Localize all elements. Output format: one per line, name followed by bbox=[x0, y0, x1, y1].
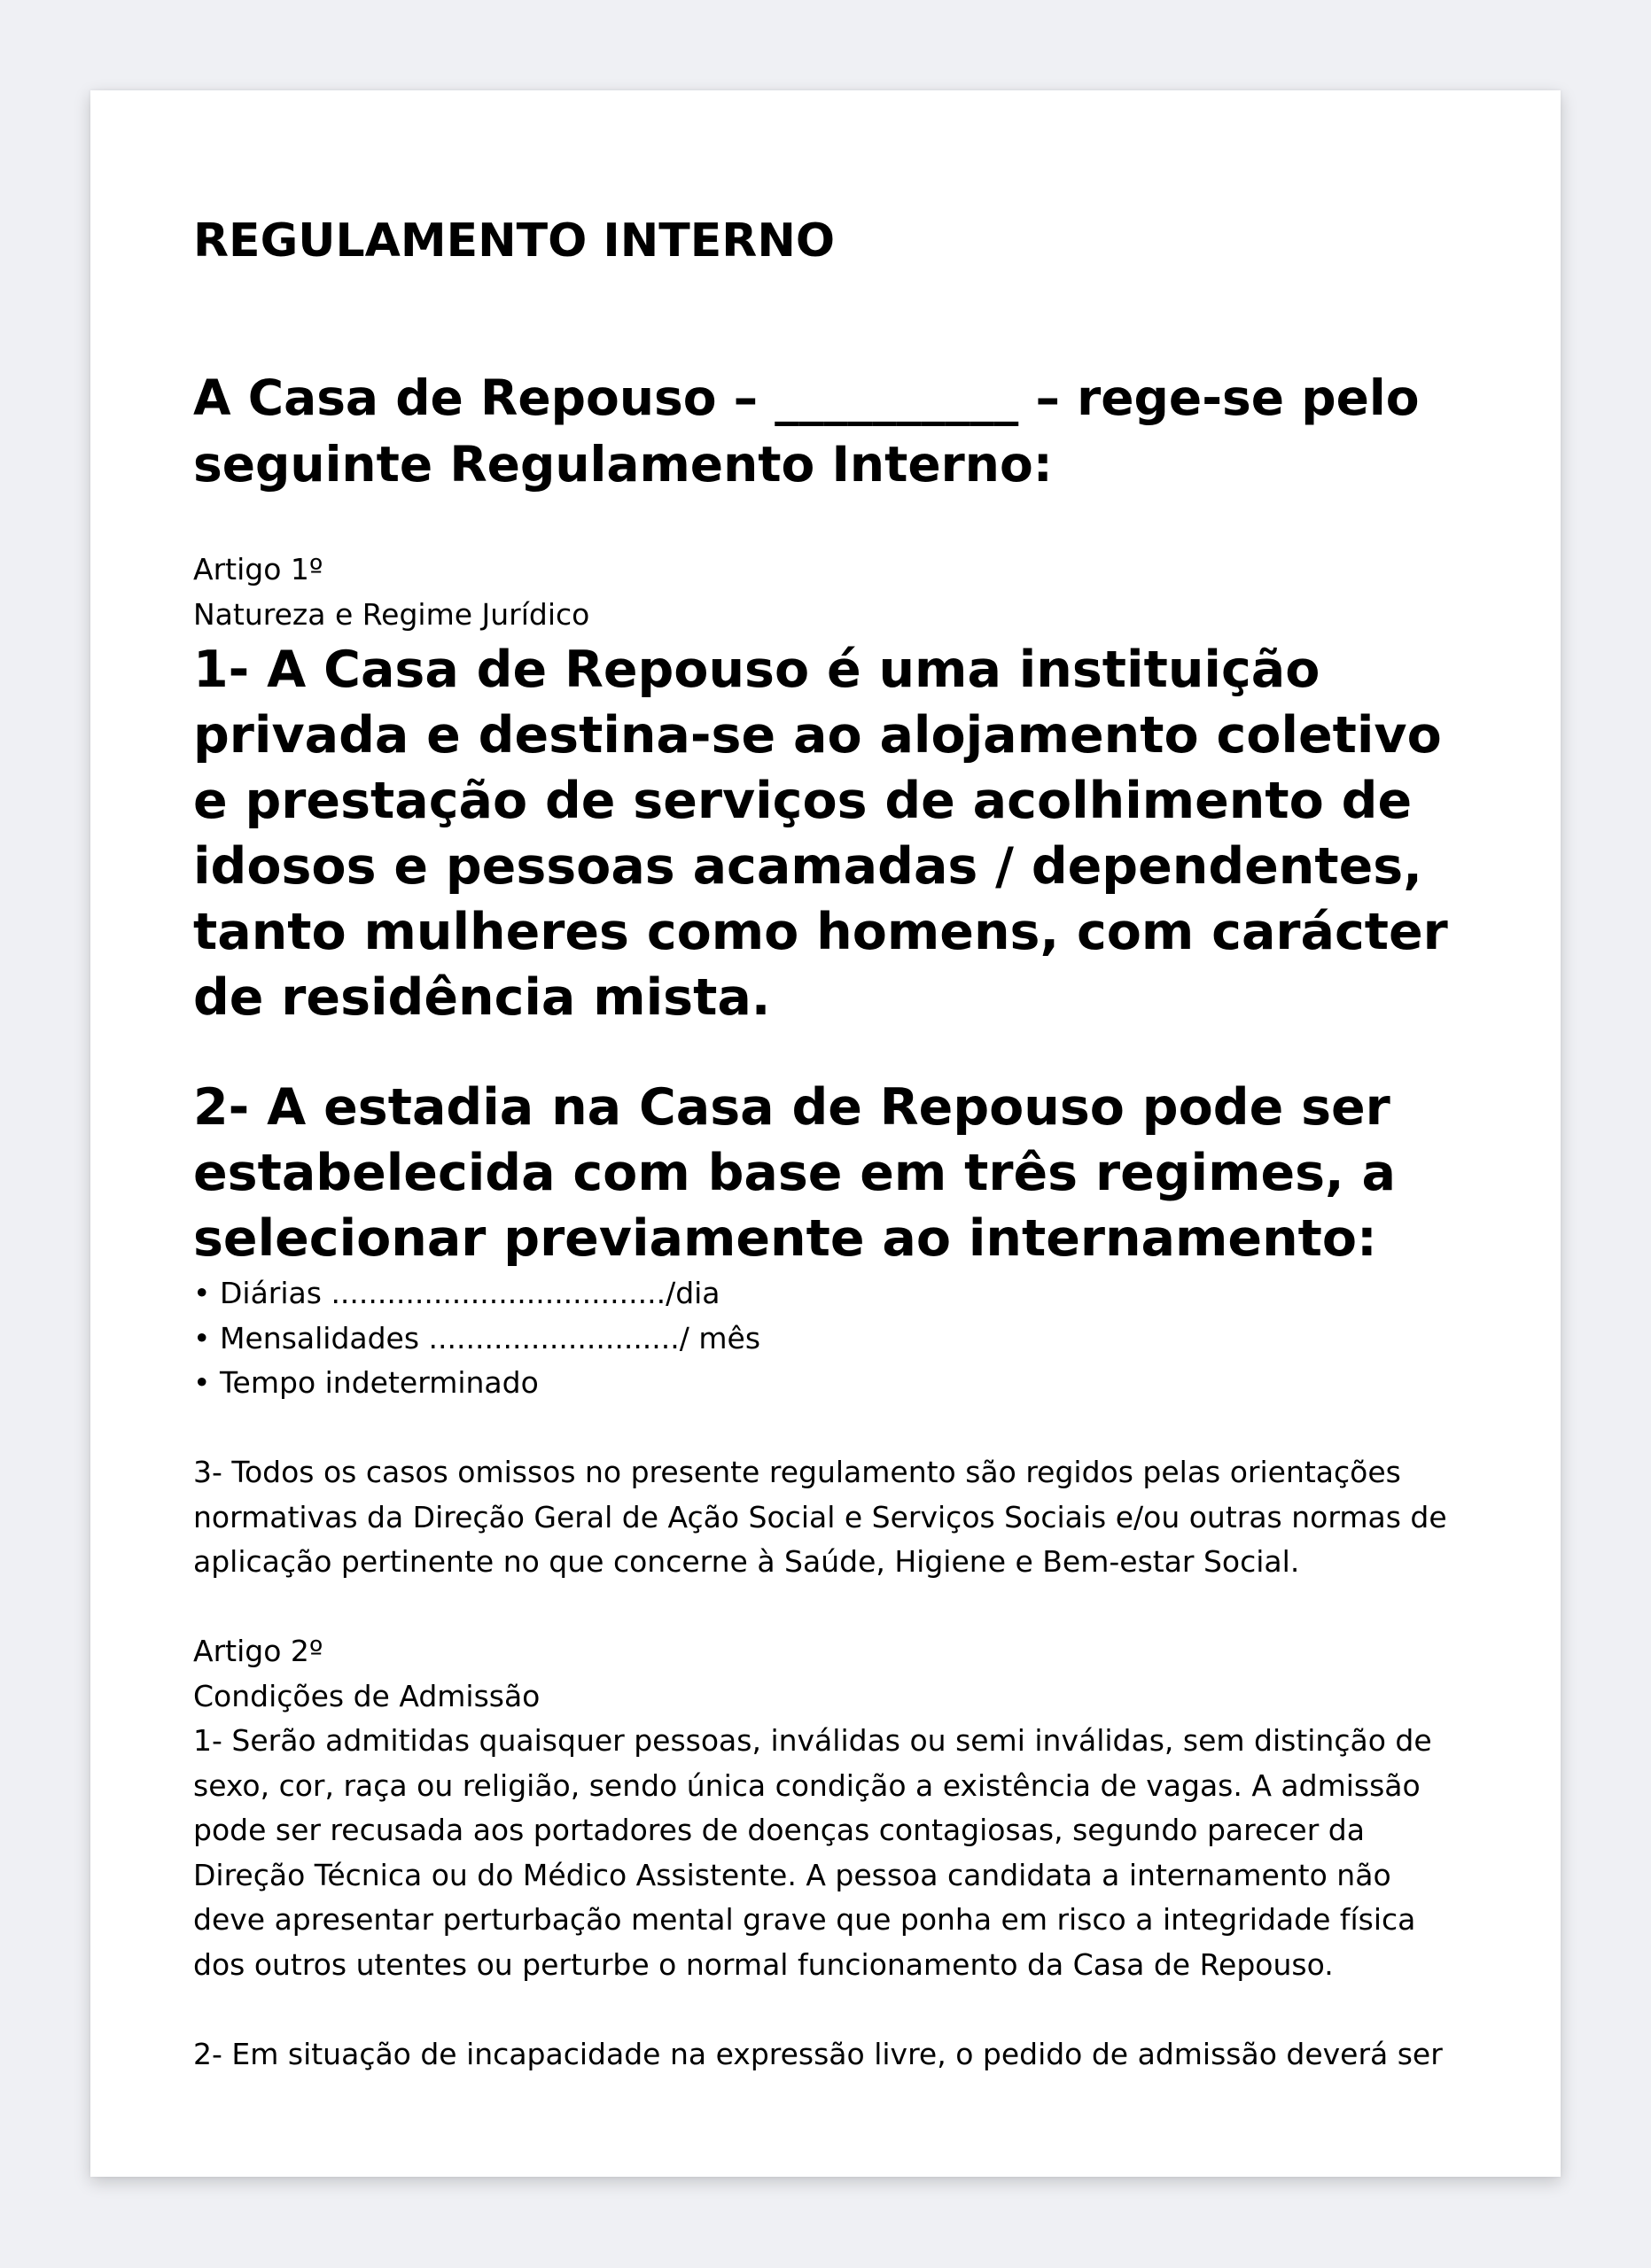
article-2 bbox=[193, 1629, 1458, 2077]
intro-text-end: – rege-se pelo seguinte Regulamento Interno: bbox=[193, 369, 1420, 493]
bullet-icon: • bbox=[193, 1276, 211, 1310]
list-item bbox=[193, 1271, 1458, 1317]
article-2-paragraph-2: 2- Em situação de incapacidade na expressão livre, o pedido de admissão deverá ser bbox=[193, 2036, 1443, 2071]
regime-indefinite: Tempo indeterminado bbox=[220, 1365, 539, 1400]
article-1-subtitle: Natureza e Regime Jurídico bbox=[193, 596, 590, 632]
document-page bbox=[90, 90, 1561, 2177]
list-item bbox=[193, 1361, 1458, 1406]
article-2-subtitle: Condições de Admissão bbox=[193, 1678, 541, 1713]
regime-monthly: Mensalidades .........................../ mês bbox=[220, 1320, 761, 1355]
intro-heading bbox=[193, 365, 1458, 498]
intro-text-start: A Casa de Repouso – bbox=[193, 369, 775, 426]
document-title: REGULAMENTO INTERNO bbox=[193, 214, 836, 268]
article-2-paragraph-1: 1- Serão admitidas quaisquer pessoas, inválidas ou semi inválidas, sem distinção de sexo, cor, raça ou religião, sendo única condição a existência de vagas. A admissão pode ser recusada aos portadores de doenças contagiosas, segundo parecer da Direção Técnica ou do Médico Assistente. A pessoa candidata a internamento não deve apresentar perturbação mental grave que ponha em risco a integridade física dos outros utentes ou perturbe o normal funcionamento da Casa de Repouso. bbox=[193, 1723, 1432, 1982]
bullet-icon: • bbox=[193, 1320, 211, 1355]
article-1 bbox=[193, 548, 1458, 1585]
list-item bbox=[193, 1317, 1458, 1362]
spacer bbox=[193, 1987, 1458, 2032]
bullet-icon: • bbox=[193, 1365, 211, 1400]
article-1-paragraph-2: 2- A estadia na Casa de Repouso pode ser estabelecida com base em três regimes, a selecionar previamente ao internamento: bbox=[193, 1078, 1397, 1268]
regime-daily: Diárias ..................................../dia bbox=[220, 1276, 720, 1310]
spacer bbox=[193, 1406, 1458, 1451]
regimes-list bbox=[193, 1271, 1458, 1406]
article-1-paragraph-1: 1- A Casa de Repouso é uma instituição privada e destina-se ao alojamento coletivo e prestação de serviços de acolhimento de idosos e pessoas acamadas / dependentes, tanto mulheres como homens, com carácter de residência mista. bbox=[193, 641, 1448, 1027]
article-2-label: Artigo 2º bbox=[193, 1634, 323, 1668]
article-1-paragraph-3: 3- Todos os casos omissos no presente regulamento são regidos pelas orientações normativas da Direção Geral de Ação Social e Serviços Sociais e/ou outras normas de aplicação pertinente no que concerne à Saúde, Higiene e Bem-estar Social. bbox=[193, 1455, 1447, 1579]
institution-name-blank: __________ bbox=[775, 369, 1019, 426]
article-1-label: Artigo 1º bbox=[193, 552, 323, 586]
spacer bbox=[193, 1585, 1458, 1630]
